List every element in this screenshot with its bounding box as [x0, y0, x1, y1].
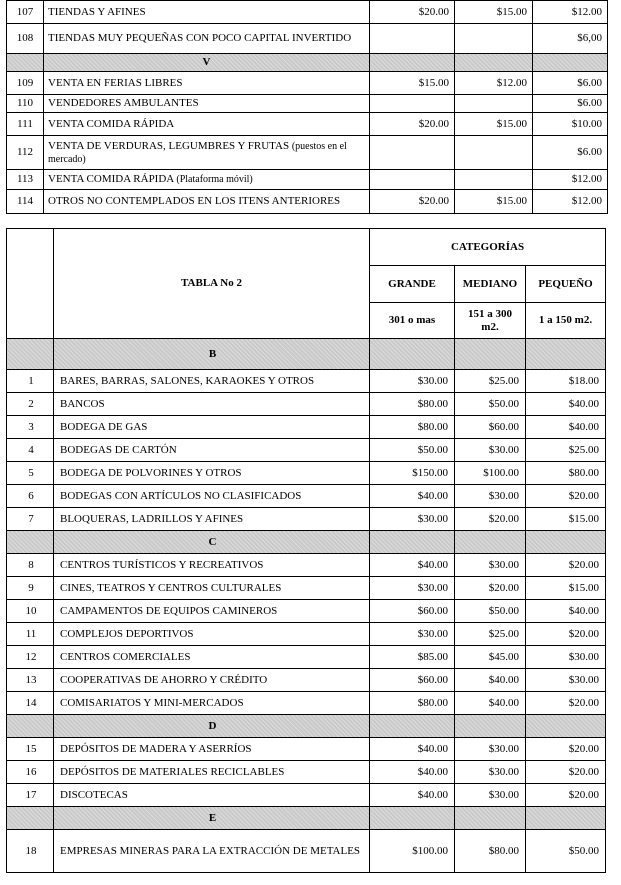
- table-title: TABLA No 2: [54, 229, 370, 339]
- item-number: 3: [7, 416, 54, 439]
- description-text: BODEGA DE GAS: [60, 420, 148, 433]
- item-description: [44, 1, 370, 24]
- table-row: [7, 439, 606, 462]
- item-description: [54, 370, 370, 393]
- item-description: [54, 416, 370, 439]
- table-row: [7, 72, 608, 95]
- section-blank-cell: [7, 54, 44, 72]
- item-number: 2: [7, 393, 54, 416]
- item-description: [44, 190, 370, 214]
- section-row: [7, 54, 608, 72]
- description-note: (puestos en el mercado): [48, 140, 347, 165]
- description-text: TIENDAS MUY PEQUEÑAS CON POCO CAPITAL INVERTIDO: [48, 32, 352, 45]
- price-pequeno: $20.00: [526, 623, 606, 646]
- price-mediano: $40.00: [455, 692, 526, 715]
- item-description: [54, 830, 370, 873]
- col-mediano-header: MEDIANO: [455, 266, 526, 303]
- description-text: OTROS NO CONTEMPLADOS EN LOS ITENS ANTERIORES: [48, 195, 341, 208]
- price-mediano: $80.00: [455, 830, 526, 873]
- table-row: [7, 190, 608, 214]
- item-description: [54, 439, 370, 462]
- price-mediano: $30.00: [455, 485, 526, 508]
- section-row: [7, 339, 606, 370]
- price-grande: [370, 136, 455, 170]
- price-grande: $30.00: [370, 577, 455, 600]
- description-text: CENTROS TURÍSTICOS Y RECREATIVOS: [60, 558, 264, 571]
- section-blank-cell: [455, 54, 533, 72]
- table-row: [7, 462, 606, 485]
- table-body: [7, 339, 606, 873]
- price-pequeno: $25.00: [526, 439, 606, 462]
- table-row: [7, 1, 608, 24]
- price-grande: $80.00: [370, 416, 455, 439]
- price-pequeno: $6.00: [533, 95, 608, 113]
- range-grande: 301 o mas: [370, 303, 455, 339]
- table-row: [7, 24, 608, 54]
- section-label: E: [54, 807, 370, 830]
- description-text: BODEGAS DE CARTÓN: [60, 443, 177, 456]
- item-description: [54, 393, 370, 416]
- price-pequeno: $30.00: [526, 646, 606, 669]
- price-grande: $40.00: [370, 761, 455, 784]
- price-grande: [370, 170, 455, 190]
- item-description: [54, 784, 370, 807]
- price-pequeno: $6.00: [533, 72, 608, 95]
- price-grande: $100.00: [370, 830, 455, 873]
- item-number: 13: [7, 669, 54, 692]
- section-blank-cell: [455, 531, 526, 554]
- table-row: [7, 95, 608, 113]
- description-text: VENTA DE VERDURAS, LEGUMBRES Y FRUTAS: [48, 139, 290, 152]
- section-blank-cell: [7, 807, 54, 830]
- item-description: [44, 95, 370, 113]
- price-grande: $80.00: [370, 692, 455, 715]
- item-description: [44, 136, 370, 170]
- section-row: [7, 715, 606, 738]
- item-number: 14: [7, 692, 54, 715]
- table-row: [7, 830, 606, 873]
- item-description: [54, 600, 370, 623]
- item-number: 107: [7, 1, 44, 24]
- item-description: [44, 72, 370, 95]
- item-number: 112: [7, 136, 44, 170]
- description-text: CENTROS COMERCIALES: [60, 650, 191, 663]
- item-description: [54, 485, 370, 508]
- header-blank-cell: [7, 229, 54, 339]
- price-mediano: $100.00: [455, 462, 526, 485]
- price-grande: $80.00: [370, 393, 455, 416]
- section-blank-cell: [526, 715, 606, 738]
- item-number: 12: [7, 646, 54, 669]
- item-number: 7: [7, 508, 54, 531]
- price-pequeno: $20.00: [526, 761, 606, 784]
- price-mediano: $30.00: [455, 738, 526, 761]
- section-blank-cell: [370, 807, 455, 830]
- price-pequeno: $20.00: [526, 738, 606, 761]
- price-grande: $40.00: [370, 738, 455, 761]
- price-mediano: [455, 170, 533, 190]
- table-row: [7, 508, 606, 531]
- price-pequeno: $40.00: [526, 416, 606, 439]
- price-pequeno: $20.00: [526, 784, 606, 807]
- section-blank-cell: [526, 807, 606, 830]
- table-row: [7, 577, 606, 600]
- price-grande: $60.00: [370, 669, 455, 692]
- description-text: VENTA COMIDA RÁPIDA: [48, 117, 175, 130]
- table-row: [7, 416, 606, 439]
- section-label: C: [54, 531, 370, 554]
- price-mediano: $20.00: [455, 577, 526, 600]
- range-mediano: 151 a 300 m2.: [455, 303, 526, 339]
- item-number: 110: [7, 95, 44, 113]
- item-number: 15: [7, 738, 54, 761]
- table-header: [7, 229, 606, 339]
- section-blank-cell: [370, 531, 455, 554]
- description-text: CAMPAMENTOS DE EQUIPOS CAMINEROS: [60, 604, 278, 617]
- categorias-header: CATEGORÍAS: [370, 229, 606, 266]
- description-text: DEPÓSITOS DE MATERIALES RECICLABLES: [60, 765, 285, 778]
- price-mediano: $50.00: [455, 393, 526, 416]
- item-number: 1: [7, 370, 54, 393]
- section-label: V: [44, 54, 370, 72]
- table-row: [7, 393, 606, 416]
- price-pequeno: $12.00: [533, 170, 608, 190]
- item-number: 11: [7, 623, 54, 646]
- price-grande: $150.00: [370, 462, 455, 485]
- price-mediano: $30.00: [455, 784, 526, 807]
- item-description: [54, 738, 370, 761]
- item-number: 6: [7, 485, 54, 508]
- description-text: VENDEDORES AMBULANTES: [48, 97, 199, 110]
- table-row: [7, 136, 608, 170]
- description-text: COMPLEJOS DEPORTIVOS: [60, 627, 194, 640]
- section-row: [7, 531, 606, 554]
- price-grande: $40.00: [370, 554, 455, 577]
- item-number: 5: [7, 462, 54, 485]
- price-grande: $85.00: [370, 646, 455, 669]
- description-text: BANCOS: [60, 397, 105, 410]
- price-grande: $20.00: [370, 190, 455, 214]
- table-row: [7, 623, 606, 646]
- price-pequeno: $15.00: [526, 508, 606, 531]
- description-text: BARES, BARRAS, SALONES, KARAOKES Y OTROS: [60, 374, 315, 387]
- price-mediano: $45.00: [455, 646, 526, 669]
- description-text: CINES, TEATROS Y CENTROS CULTURALES: [60, 581, 282, 594]
- description-text: VENTA EN FERIAS LIBRES: [48, 76, 183, 89]
- item-number: 111: [7, 113, 44, 136]
- price-mediano: $25.00: [455, 623, 526, 646]
- table-row: [7, 600, 606, 623]
- price-grande: $30.00: [370, 370, 455, 393]
- price-pequeno: $30.00: [526, 669, 606, 692]
- item-number: 10: [7, 600, 54, 623]
- price-grande: $50.00: [370, 439, 455, 462]
- item-number: 9: [7, 577, 54, 600]
- price-grande: [370, 24, 455, 54]
- item-number: 114: [7, 190, 44, 214]
- price-pequeno: $80.00: [526, 462, 606, 485]
- price-mediano: $30.00: [455, 554, 526, 577]
- description-text: DEPÓSITOS DE MADERA Y ASERRÍOS: [60, 742, 252, 755]
- tariff-table-2: [6, 228, 606, 873]
- price-pequeno: $40.00: [526, 600, 606, 623]
- item-number: 16: [7, 761, 54, 784]
- price-mediano: $30.00: [455, 761, 526, 784]
- table-row: [7, 738, 606, 761]
- price-pequeno: $10.00: [533, 113, 608, 136]
- item-description: [54, 669, 370, 692]
- price-pequeno: $20.00: [526, 485, 606, 508]
- col-pequeno-header: PEQUEÑO: [526, 266, 606, 303]
- price-mediano: $12.00: [455, 72, 533, 95]
- table-row: [7, 784, 606, 807]
- item-description: [54, 761, 370, 784]
- table-row: [7, 692, 606, 715]
- item-number: 113: [7, 170, 44, 190]
- description-text: VENTA COMIDA RÁPIDA: [48, 173, 174, 186]
- section-blank-cell: [533, 54, 608, 72]
- price-mediano: $30.00: [455, 439, 526, 462]
- price-mediano: [455, 136, 533, 170]
- section-blank-cell: [455, 339, 526, 370]
- table-row: [7, 170, 608, 190]
- price-grande: $30.00: [370, 508, 455, 531]
- price-grande: $15.00: [370, 72, 455, 95]
- section-row: [7, 807, 606, 830]
- section-label: B: [54, 339, 370, 370]
- table-row: [7, 761, 606, 784]
- section-blank-cell: [7, 715, 54, 738]
- section-blank-cell: [370, 54, 455, 72]
- table-row: [7, 113, 608, 136]
- description-text: BODEGA DE POLVORINES Y OTROS: [60, 466, 242, 479]
- price-mediano: $20.00: [455, 508, 526, 531]
- section-blank-cell: [526, 531, 606, 554]
- item-description: [54, 646, 370, 669]
- range-pequeno: 1 a 150 m2.: [526, 303, 606, 339]
- section-blank-cell: [370, 339, 455, 370]
- item-description: [44, 113, 370, 136]
- description-text: EMPRESAS MINERAS PARA LA EXTRACCIÓN DE METALES: [60, 844, 361, 857]
- price-pequeno: $40.00: [526, 393, 606, 416]
- item-number: 18: [7, 830, 54, 873]
- price-grande: $40.00: [370, 784, 455, 807]
- description-text: DISCOTECAS: [60, 788, 128, 801]
- item-number: 108: [7, 24, 44, 54]
- table-row: [7, 554, 606, 577]
- section-blank-cell: [7, 339, 54, 370]
- item-description: [54, 577, 370, 600]
- price-pequeno: $20.00: [526, 554, 606, 577]
- description-text: BODEGAS CON ARTÍCULOS NO CLASIFICADOS: [60, 489, 302, 502]
- price-mediano: $60.00: [455, 416, 526, 439]
- section-blank-cell: [526, 339, 606, 370]
- item-description: [54, 692, 370, 715]
- description-text: TIENDAS Y AFINES: [48, 5, 146, 18]
- price-grande: $40.00: [370, 485, 455, 508]
- price-grande: $20.00: [370, 113, 455, 136]
- section-blank-cell: [370, 715, 455, 738]
- price-mediano: $15.00: [455, 1, 533, 24]
- item-description: [54, 508, 370, 531]
- price-grande: $60.00: [370, 600, 455, 623]
- col-grande-header: GRANDE: [370, 266, 455, 303]
- section-blank-cell: [455, 807, 526, 830]
- price-pequeno: $6,00: [533, 24, 608, 54]
- description-text: COOPERATIVAS DE AHORRO Y CRÉDITO: [60, 673, 268, 686]
- description-text: BLOQUERAS, LADRILLOS Y AFINES: [60, 512, 244, 525]
- price-mediano: $15.00: [455, 190, 533, 214]
- price-mediano: [455, 95, 533, 113]
- price-pequeno: $20.00: [526, 692, 606, 715]
- description-text: COMISARIATOS Y MINI-MERCADOS: [60, 696, 244, 709]
- table-row: [7, 646, 606, 669]
- table-row: [7, 669, 606, 692]
- price-pequeno: $15.00: [526, 577, 606, 600]
- price-pequeno: $12.00: [533, 190, 608, 214]
- section-blank-cell: [455, 715, 526, 738]
- table-body: [7, 1, 608, 214]
- section-blank-cell: [7, 531, 54, 554]
- item-number: 4: [7, 439, 54, 462]
- item-description: [44, 170, 370, 190]
- item-description: [44, 24, 370, 54]
- price-pequeno: $6.00: [533, 136, 608, 170]
- item-number: 17: [7, 784, 54, 807]
- tariff-table-1: [6, 0, 608, 214]
- price-grande: [370, 95, 455, 113]
- price-pequeno: $50.00: [526, 830, 606, 873]
- price-grande: $20.00: [370, 1, 455, 24]
- table-row: [7, 485, 606, 508]
- price-mediano: $25.00: [455, 370, 526, 393]
- price-grande: $30.00: [370, 623, 455, 646]
- price-mediano: $15.00: [455, 113, 533, 136]
- item-description: [54, 462, 370, 485]
- item-number: 8: [7, 554, 54, 577]
- item-description: [54, 554, 370, 577]
- price-mediano: $40.00: [455, 669, 526, 692]
- price-mediano: $50.00: [455, 600, 526, 623]
- item-description: [54, 623, 370, 646]
- description-note: (Plataforma móvil): [176, 174, 253, 186]
- section-label: D: [54, 715, 370, 738]
- price-pequeno: $18.00: [526, 370, 606, 393]
- item-number: 109: [7, 72, 44, 95]
- price-mediano: [455, 24, 533, 54]
- price-pequeno: $12.00: [533, 1, 608, 24]
- table-row: [7, 370, 606, 393]
